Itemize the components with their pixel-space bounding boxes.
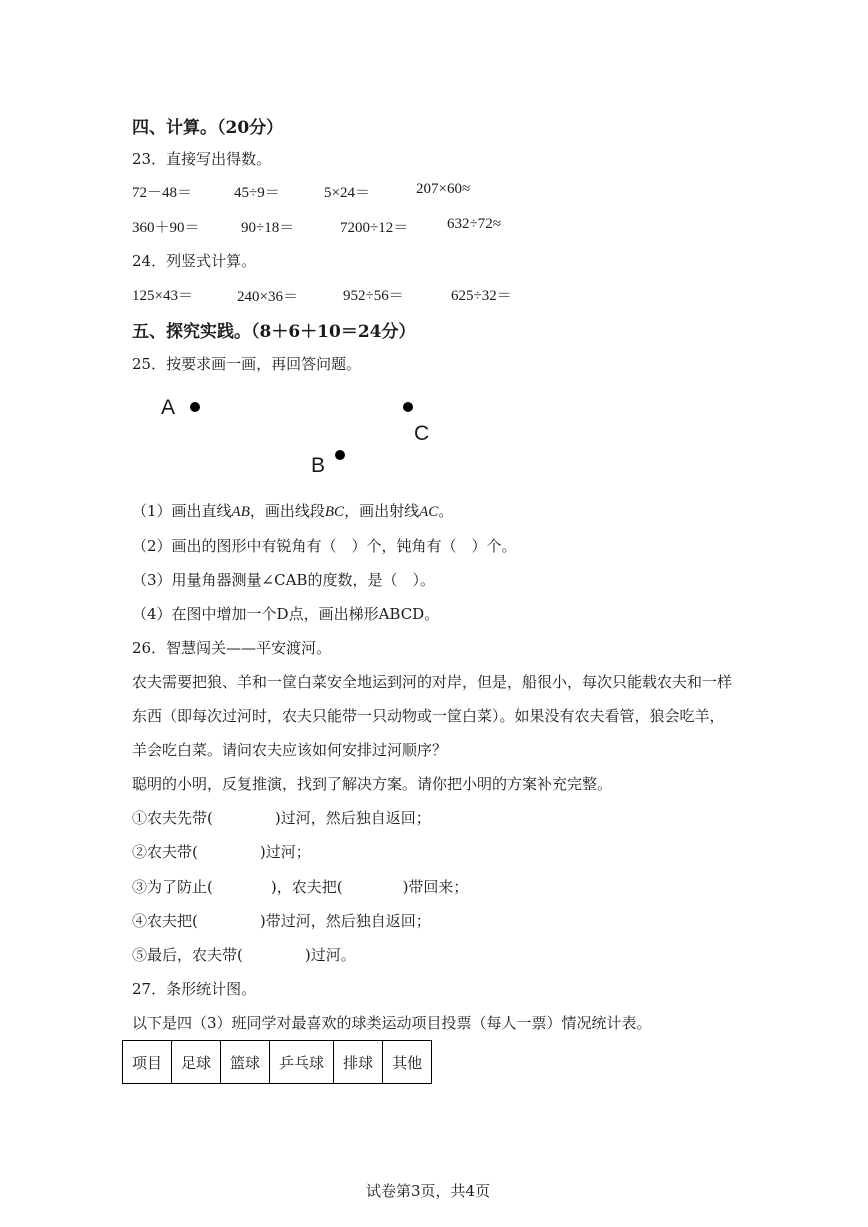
table-row <box>123 1041 432 1084</box>
q27-intro: 以下是四（3）班同学对最喜欢的球类运动项目投票（每人一票）情况统计表。 <box>132 1014 652 1032</box>
q25-sub-2: （2）画出的图形中有锐角有（ ）个，钝角有（ ）个。 <box>132 537 517 555</box>
table-header-cell: 乒乓球 <box>270 1041 334 1084</box>
q25-sub-4: （4）在图中增加一个D点，画出梯形ABCD。 <box>132 605 440 623</box>
q26-step-3: ③为了防止( )，农夫把( )带回来； <box>132 878 469 896</box>
point-c-label: C <box>414 422 430 445</box>
q26-step-1: ①农夫先带( )过河，然后独自返回； <box>132 809 431 827</box>
q26-step-2: ②农夫带( )过河； <box>132 843 311 861</box>
q25-sub-3: （3）用量角器测量∠CAB的度数，是（ ）。 <box>132 571 435 589</box>
q24-expr-2: 240×36＝ <box>237 289 298 305</box>
question-26-label: 26．智慧闯关——平安渡河。 <box>132 639 332 657</box>
question-23-label: 23．直接写出得数。 <box>132 150 272 168</box>
q25-sub-1: （1）画出直线AB，画出线段BC，画出射线AC。 <box>132 502 454 520</box>
section-title-calculation: 四、计算。（20分） <box>132 118 284 138</box>
table-header-cell: 其他 <box>383 1041 432 1084</box>
question-25-label: 25．按要求画一画，再回答问题。 <box>132 355 362 373</box>
vote-table <box>122 1040 432 1084</box>
q26-para-3: 羊会吃白菜。请问农夫应该如何安排过河顺序？ <box>132 741 448 759</box>
q24-expr-1: 125×43＝ <box>132 288 193 304</box>
page-footer: 试卷第3页，共4页 <box>366 1182 491 1200</box>
table-header-cell: 足球 <box>172 1041 221 1084</box>
point-c-dot <box>403 402 413 412</box>
table-header-cell: 排球 <box>334 1041 383 1084</box>
question-24-label: 24．列竖式计算。 <box>132 252 257 270</box>
point-a-dot <box>190 402 200 412</box>
table-header-cell: 篮球 <box>221 1041 270 1084</box>
table-header-cell: 项目 <box>123 1041 172 1084</box>
q26-para-2: 东西（即每次过河时，农夫只能带一只动物或一筐白菜）。如果没有农夫看管，狼会吃羊， <box>132 707 725 725</box>
q23-expr-1: 72－48＝ <box>132 185 193 201</box>
q26-para-4: 聪明的小明，反复推演，找到了解决方案。请你把小明的方案补充完整。 <box>132 775 613 793</box>
q26-step-5: ⑤最后，农夫带( )过河。 <box>132 946 356 964</box>
q24-expr-3: 952÷56＝ <box>343 288 404 304</box>
q26-step-4: ④农夫把( )带过河，然后独自返回； <box>132 912 431 930</box>
q23-expr-5: 360＋90＝ <box>132 220 200 236</box>
q23-expr-6: 90÷18＝ <box>241 220 295 236</box>
point-a-label: A <box>161 396 176 419</box>
question-27-label: 27．条形统计图。 <box>132 980 257 998</box>
section-title-exploration: 五、探究实践。（8＋6＋10＝24分） <box>132 322 416 342</box>
point-b-label: B <box>311 454 326 477</box>
q23-expr-2: 45÷9＝ <box>234 185 280 201</box>
point-b-dot <box>335 450 345 460</box>
q23-expr-4: 207×60≈ <box>416 181 471 197</box>
q23-expr-3: 5×24＝ <box>324 185 370 201</box>
q24-expr-4: 625÷32＝ <box>451 288 512 304</box>
q23-expr-8: 632÷72≈ <box>447 216 501 232</box>
q23-expr-7: 7200÷12＝ <box>340 220 409 236</box>
q26-para-1: 农夫需要把狼、羊和一筐白菜安全地运到河的对岸，但是，船很小，每次只能载农夫和一样 <box>132 673 733 691</box>
